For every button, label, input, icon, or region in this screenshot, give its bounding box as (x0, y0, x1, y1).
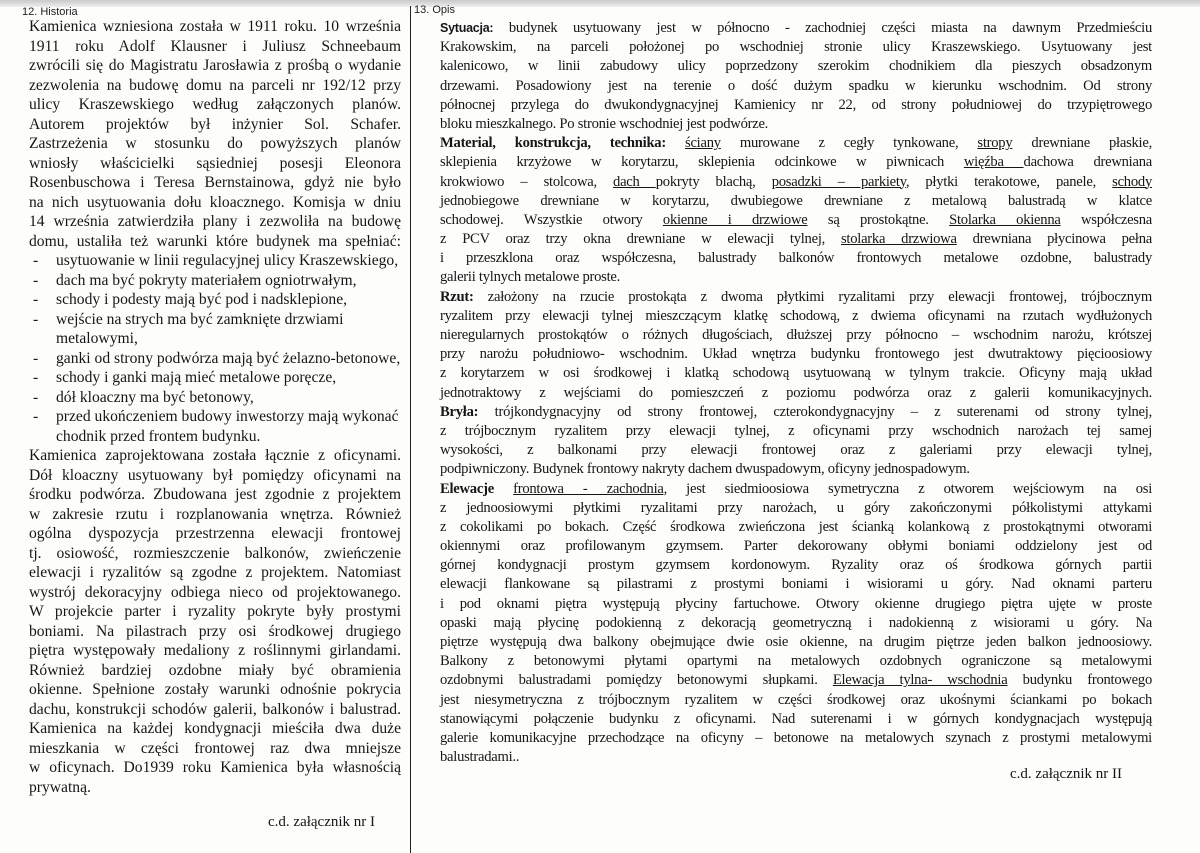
line-text: zwrócili się do Magistratu Jarosławia z prośbą o wydanie (29, 57, 401, 74)
text-line (440, 729, 1152, 748)
text-line (440, 19, 1152, 38)
line-text: domu, ustaliła też warunki które budynek ma spełniać: (29, 232, 401, 250)
text-line (29, 778, 401, 798)
text-line (440, 575, 1152, 594)
line-text: Kamienica zaprojektowana została łącznie z oficynami. (29, 447, 401, 464)
historia-text (29, 17, 401, 797)
text-line (29, 17, 401, 37)
underlined-term: Elewacja tylna- wschodnia (832, 672, 1008, 689)
line-text: ozdobnymi balustradami pomiędzy betonowymi słupkami. (440, 672, 833, 689)
line-text: drzewami. Posadowiony jest na terenie o dość dużym spadku w kierunku wschodnim. Od strony (440, 77, 1152, 94)
line-text: dachu, konstrukcji schodów galerii, balkonów i balustrad. (29, 700, 401, 718)
line-text: prywatną. (29, 778, 91, 796)
line-text: Również bardziej ozdobne miały być obramienia (29, 661, 401, 679)
line-text: wysokości, z balkonami przy elewacji frontowej oraz z galeriami przy elewacji tylnej, (440, 442, 1152, 459)
text-line (29, 427, 401, 447)
text-line (440, 710, 1152, 729)
section-label: Bryła: (440, 403, 479, 420)
text-line (29, 37, 401, 57)
text-line (440, 115, 1152, 134)
footer-attachment-2: c.d. załącznik nr II (1010, 766, 1123, 782)
section-label: Sytuacja: (440, 21, 494, 35)
line-text: przed ukończeniem budowy inwestorzy mają wykonać (56, 408, 399, 425)
line-text: Kamienica na każdej kondygnacji mieściła dwa duże (29, 720, 401, 737)
text-line (440, 652, 1152, 671)
line-text: z jednoosiowymi płytkimi ryzalitami przy narożach, u góry zakończonymi półkolistymi attykami (440, 499, 1152, 516)
text-line (29, 388, 401, 408)
text-line (29, 368, 401, 388)
line-text: okiennymi oraz profilowanym gzymsem. Parter dekorowany obłymi boniami oddzielony jest od (440, 538, 1152, 555)
line-text: tj. osiowość, rozmieszczenie balkonów, zwieńczenie (29, 544, 401, 562)
line-text: jednobiegowe drewniane w korytarzu, dwubiegowe drewniane z metalową balustradą w klatce (440, 192, 1152, 209)
line-text: Dół kloaczny usytuowany był pomiędzy oficynami na (29, 466, 401, 484)
underlined-term: posadzki – parkiety (771, 173, 906, 190)
text-line (440, 441, 1152, 460)
text-line (440, 211, 1152, 230)
text-line (440, 518, 1152, 537)
bullet-dash: - (33, 252, 39, 269)
text-line (440, 364, 1152, 383)
line-text: dachowa drewniana (1023, 154, 1152, 171)
text-line (440, 38, 1152, 57)
text-line (29, 329, 401, 349)
text-line (29, 524, 401, 544)
line-text: pokryty blachą, (655, 173, 772, 190)
text-line (29, 173, 401, 193)
line-text: z PCV oraz trzy okna drewniane w elewacji tylnej, (440, 231, 841, 248)
line-text: Zastrzeżenia w stosunku do powyższych planów (29, 135, 401, 152)
text-line (440, 345, 1152, 364)
line-text: górnej kondygnacji prostym gzymsem kordonowym. Ryzality oraz oś środkowa górnych partii (440, 557, 1152, 574)
text-line (29, 719, 401, 739)
text-line (440, 403, 1152, 422)
line-text: Rosenbuschowa i Teresa Bernstainowa, gdyż nie było (29, 174, 401, 191)
line-text: trójkondygnacyjny od strony frontowej, czterokondygnacyjny – z suterenami od strony tylnej, (478, 403, 1152, 420)
line-text: murowane z cegły tynkowane, (720, 135, 978, 152)
line-text: galerii tylnych metalowe proste. (440, 269, 621, 286)
text-line (29, 661, 401, 681)
underlined-term: ściany (685, 135, 721, 152)
text-line (29, 622, 401, 642)
text-line (29, 310, 401, 330)
line-text: stanowiącymi połączenie budynku z oficynami. Nad suterenami i w górnych kondygnacjach występują (440, 710, 1152, 727)
text-line (29, 193, 401, 213)
line-text: wniosły właścicielki sąsiedniej posesji Eleonora (29, 154, 401, 172)
section-label: Elewacje (440, 480, 494, 497)
line-text (666, 135, 685, 151)
text-line (29, 680, 401, 700)
line-text: metalowymi, (56, 330, 138, 347)
line-text: sklepienia krzyżowe w korytarzu, sklepienia odcinkowe w piwnicach (440, 154, 964, 171)
line-text: W projekcie parter i ryzality pokryte były prostymi (29, 603, 401, 620)
line-text: budynku frontowego (1007, 672, 1152, 689)
bullet-dash: - (33, 271, 39, 289)
underlined-term: stolarka drzwiowa (840, 231, 957, 248)
text-line (440, 460, 1152, 479)
line-text: 1911 roku Adolf Klausner i Juliusz Schneebaum (29, 37, 401, 55)
line-text: budynek usytuowany jest w północno - zachodniej części miasta na dawnym Przedmieściu (493, 20, 1152, 36)
opis-text (440, 19, 1152, 767)
text-line (440, 77, 1152, 96)
bullet-dash: - (33, 349, 39, 367)
line-text: z korytarzem w osi środkowej i klatką schodową usytuowaną w tylnym trakcie. Oficyny mają układ (440, 365, 1152, 382)
line-text: z cokolikami po bokach. Część środkowa zwieńczona jest ścianką kolankową z prostokątnymi otworami (440, 518, 1152, 535)
bullet-dash: - (33, 369, 39, 386)
line-text: okienne. Spełnione zostały warunki odnośnie pokrycia (29, 681, 401, 698)
underlined-term: okienne i drzwiowe (662, 211, 808, 228)
section-label: Material, konstrukcja, technika: (440, 135, 666, 152)
bullet-dash: - (33, 291, 39, 308)
line-text: kalenicowo, w linii zabudowy ulicy poprzedzony szerokim chodnikiem dla pieszych obsadzonym (440, 58, 1152, 75)
text-line (29, 56, 401, 76)
text-line (440, 153, 1152, 172)
section-heading-historia: 12. Historia (22, 6, 78, 18)
text-line (440, 537, 1152, 556)
line-text: jest siedmioosiowa symetryczna z otworem wejściowym na osi (667, 480, 1152, 497)
section-heading-opis: 13. Opis (414, 4, 455, 16)
line-text: Balkony z betonowymi płytami opartymi na metalowych ozdobnych ograniczone są metalowymi (440, 653, 1152, 670)
line-text: w zakresie rzutu i rozplanowania wnętrza. Również (29, 505, 401, 523)
text-line (440, 173, 1152, 192)
line-text: ryzalitem przy elewacji tylnej mieszczącym klatkę schodową, z dwiema oficynami na rzutach wydłużonych (440, 307, 1152, 324)
line-text: współczesna (1060, 211, 1152, 228)
bullet-dash: - (33, 310, 39, 328)
text-line (29, 115, 401, 135)
line-text: i przeszklona oraz współczesna, balustrady balkonów frontowych metalowe ozdobne, balustrady (440, 250, 1152, 267)
line-text: galerie komunikacyjne przechodzące na oficyny – betonowe na metalowych szynach z prostymi metalowymi (440, 729, 1152, 746)
text-line (29, 407, 401, 427)
text-line (29, 758, 401, 778)
line-text: opaski mają płycinę podokienną z dekoracją geometryczną i nadokienną z wisiorami u góry. Na (440, 614, 1152, 631)
line-text: ogólna dyspozycja przestrzenna elewacji frontowej (29, 525, 401, 542)
text-line (440, 499, 1152, 518)
line-text: mieszkania w części frontowej raz dwa mniejsze (29, 739, 401, 757)
line-text: schody i podesty mają być pod i nadsklepione, (56, 291, 348, 308)
section-label: Rzut: (440, 288, 474, 305)
text-line (29, 583, 401, 603)
line-text: północnej przylega do dwukondygnacyjnej Kamienicy nr 22, od strony południowej do trzypiętrowego (440, 96, 1152, 113)
line-text: założony na rzucie prostokąta z dwoma płytkimi ryzalitami przy elewacji frontowej, trójbocznym (473, 288, 1152, 305)
text-line (440, 134, 1152, 153)
text-line (440, 268, 1152, 287)
text-line (440, 288, 1152, 307)
scan-edge (0, 0, 1200, 7)
text-line (29, 95, 401, 115)
line-text: ganki od strony podwórza mają być żelazno-betonowe, (56, 349, 401, 367)
underlined-term: frontowa - zachodnia, (513, 480, 667, 497)
text-line (440, 326, 1152, 345)
text-line (29, 76, 401, 96)
text-line (29, 563, 401, 583)
text-line (29, 505, 401, 525)
line-text: jednotraktowy z wejściami do pomieszczeń z poziomu podwórza oraz z galerii komunikacyjnych. (440, 384, 1152, 401)
bullet-dash: - (33, 388, 39, 406)
line-text: nieregularnych prostokątów o różnych długościach, dłuższej przy północno – wschodnim narożu, krótszej (440, 327, 1152, 343)
text-line (29, 466, 401, 486)
line-text: podpiwniczony. Budynek frontowy nakryty dachem dwuspadowym, oficyny jednospadowym. (440, 461, 970, 478)
text-line (440, 230, 1152, 249)
line-text: balustradami.. (440, 749, 520, 766)
line-text: usytuowanie w linii regulacyjnej ulicy Kraszewskiego, (56, 252, 399, 269)
text-line (29, 271, 401, 291)
line-text: elewacji i ryzalitów są zgodne z projektem. Natomiast (29, 564, 401, 581)
underlined-term: Stolarka okienna (949, 211, 1061, 228)
text-line (440, 307, 1152, 326)
text-line (29, 739, 401, 759)
line-text: chodnik przed frontem budynku. (56, 427, 261, 445)
text-line (29, 290, 401, 310)
text-line (440, 384, 1152, 403)
line-text: drewniana płycinowa pełna (956, 231, 1152, 248)
line-text: schodowej. Wszystkie otwory (440, 211, 663, 228)
line-text: drewniane płaskie, (1012, 135, 1152, 152)
text-line (29, 446, 401, 466)
text-line (440, 96, 1152, 115)
line-text: krokwiowo – stolcowa, (440, 173, 614, 190)
text-line (440, 57, 1152, 76)
line-text: dół kloaczny ma być betonowy, (56, 388, 254, 406)
footer-attachment-1: c.d. załącznik nr I (268, 814, 376, 830)
line-text: jest niesymetryczna z trójbocznym ryzalitem w części środkowej oraz ukośnymi ściankami po bokach (440, 691, 1152, 708)
line-text: boniami. Na pilastrach przy osi środkowej drugiego (29, 622, 401, 640)
bullet-dash: - (33, 408, 39, 425)
text-line (440, 249, 1152, 268)
text-line (29, 544, 401, 564)
line-text: , płytki terakotowe, panele, (905, 173, 1113, 190)
line-text: Kamienica wzniesiona została w 1911 roku. 10 września (29, 18, 401, 35)
line-text: elewacji flankowane są pilastrami z prostymi boniami i wisiorami u góry. Nad oknami parteru (440, 576, 1152, 593)
text-line (440, 748, 1152, 767)
line-text: bloku mieszkalnego. Po stronie wschodniej jest podwórze. (440, 115, 769, 132)
underlined-term: dach (613, 173, 656, 190)
line-text: piętrze występują dwa balkony obejmujące dwie osie okienne, na drugim piętrze jeden balkon jednoosiowy. (440, 634, 1152, 650)
line-text: ulicy Kraszewskiego według załączonych planów. (29, 96, 401, 113)
line-text: Autorem projektów był inżynier Sol. Schafer. (29, 115, 401, 133)
underlined-term: schody (1112, 173, 1152, 190)
line-text: Krakowskim, na parceli położonej po wschodniej stronie ulicy Kraszewskiego. Usytuowany jest (440, 39, 1152, 56)
line-text: i pod oknami piętra występują płyciny fartuchowe. Otwory okienne drugiego piętra ujęte w proste (440, 595, 1152, 612)
text-line (440, 614, 1152, 633)
text-line (29, 212, 401, 232)
line-text: na nich usytuowania dołu kloacznego. Komisja w dniu (29, 193, 401, 211)
text-line (440, 422, 1152, 441)
text-line (29, 349, 401, 369)
text-line (29, 154, 401, 174)
line-text: w oficynach. Do1939 roku Kamienica była własnością (29, 759, 401, 776)
line-text: piętra występowały medaliony z roślinnymi girlandami. (29, 642, 401, 659)
line-text: schody i ganki mają mieć metalowe poręcze, (56, 369, 337, 386)
text-line (29, 700, 401, 720)
text-line (440, 595, 1152, 614)
underlined-term: więźba (963, 154, 1024, 171)
column-divider (410, 6, 411, 853)
text-line (29, 134, 401, 154)
text-line (440, 671, 1152, 690)
text-line (29, 251, 401, 271)
line-text: dach ma być pokryty materiałem ogniotrwałym, (56, 271, 357, 289)
line-text: zezwolenia na budowę domu na parceli nr 192/12 przy (29, 76, 401, 94)
text-line (440, 556, 1152, 575)
text-line (440, 633, 1152, 652)
line-text: środku podwórza. Zbudowana jest zgodnie z projektem (29, 486, 401, 503)
underlined-term: stropy (977, 135, 1013, 152)
line-text: wystrój dekoracyjny odbiega nieco od projektowanego. (29, 583, 401, 601)
text-line (29, 232, 401, 252)
line-text: przy narożu południowo- wschodnim. Układ wnętrza budynku frontowego jest dwutraktowy pięcioosiowy (440, 346, 1152, 363)
line-text: są prostokątne. (807, 211, 950, 228)
line-text (494, 481, 513, 497)
line-text: 14 września zatwierdziła plany i zezwoliła na budowę (29, 213, 401, 230)
line-text: wejście na strych ma być zamknięte drzwiami (56, 310, 344, 328)
text-line (440, 192, 1152, 211)
text-line (440, 691, 1152, 710)
text-line (440, 480, 1152, 499)
text-line (29, 485, 401, 505)
line-text: z trójbocznym ryzalitem przy elewacji tylnej, z oficynami przy wschodnich narożach tej samej (440, 422, 1152, 439)
text-line (29, 641, 401, 661)
text-line (29, 602, 401, 622)
